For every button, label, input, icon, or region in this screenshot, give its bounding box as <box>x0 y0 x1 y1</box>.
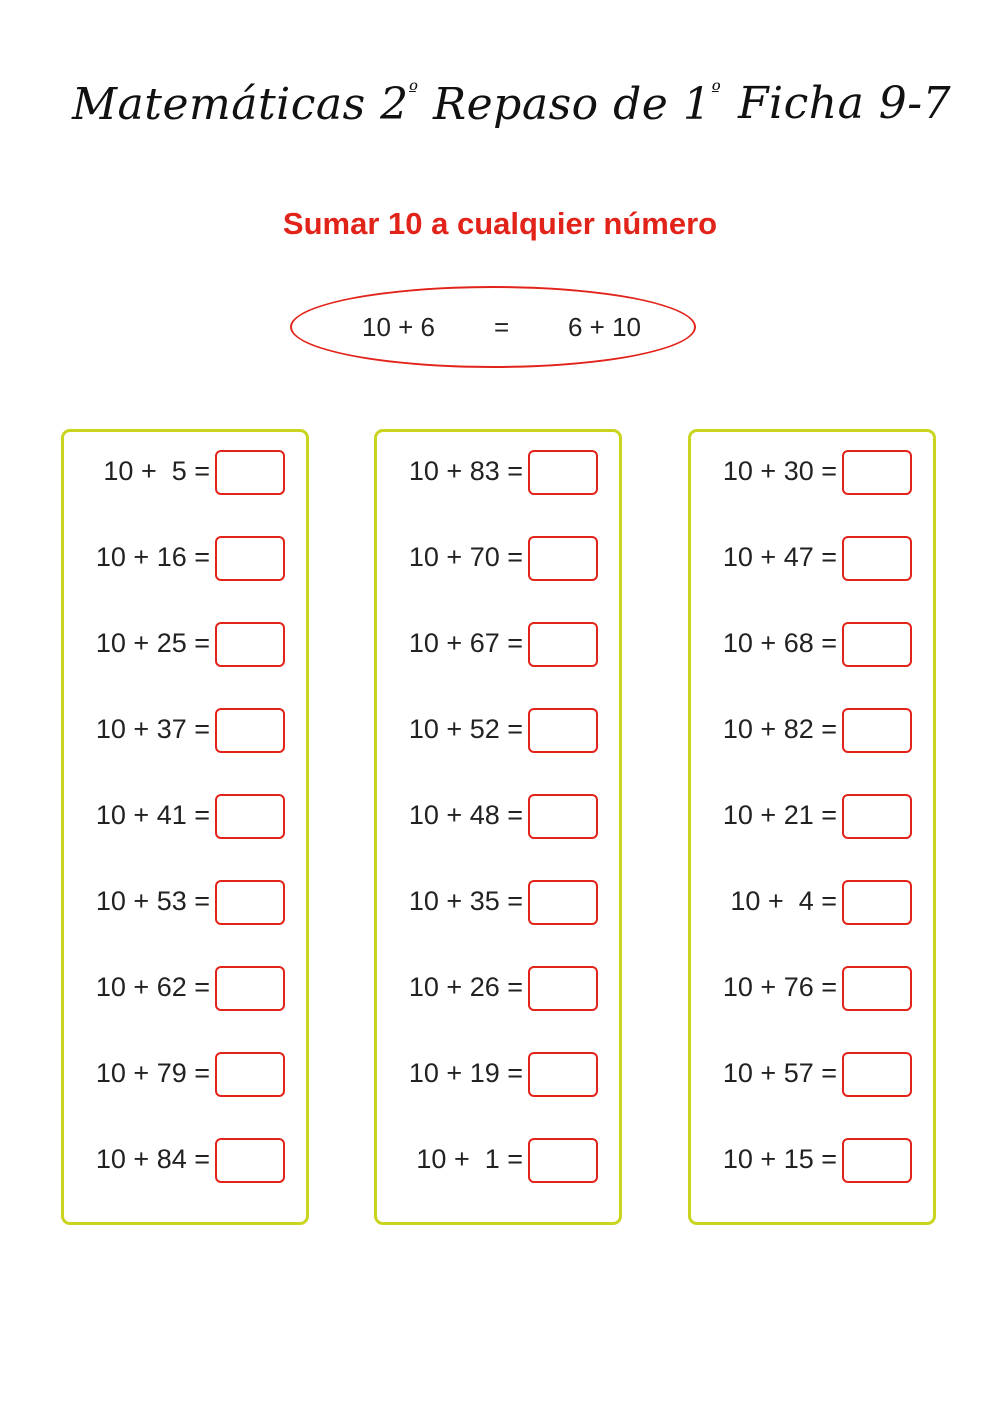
sheet-label: Ficha 9-7 <box>738 78 952 129</box>
exercise-expression: 10 + 15 = <box>722 1144 837 1174</box>
exercise-expression: 10 + 35 = <box>408 886 523 916</box>
exercise-expression: 10 + 5 = <box>103 456 210 486</box>
exercise-expression: 10 + 47 = <box>722 542 837 572</box>
answer-box[interactable] <box>842 708 912 753</box>
exercise-row <box>377 794 619 840</box>
answer-box[interactable] <box>528 450 598 495</box>
exercise-row <box>64 794 306 840</box>
answer-box[interactable] <box>842 450 912 495</box>
exercise-expression: 10 + 30 = <box>722 456 837 486</box>
exercise-row <box>64 450 306 496</box>
worksheet-header <box>0 78 1000 148</box>
exercise-expression: 10 + 48 = <box>408 800 523 830</box>
exercise-expression: 10 + 70 = <box>408 542 523 572</box>
exercise-row <box>691 1052 933 1098</box>
subject-ordinal: º <box>408 78 419 102</box>
exercise-row <box>691 966 933 1012</box>
answer-box[interactable] <box>528 536 598 581</box>
example-right: 6 + 10 <box>568 312 642 342</box>
answer-box[interactable] <box>215 794 285 839</box>
exercise-row <box>64 536 306 582</box>
review-text: Repaso de 1 <box>433 79 712 130</box>
exercise-row <box>64 880 306 926</box>
answer-box[interactable] <box>528 622 598 667</box>
answer-box[interactable] <box>215 1052 285 1097</box>
exercise-expression: 10 + 25 = <box>95 628 210 658</box>
review-label <box>433 78 721 130</box>
answer-box[interactable] <box>842 536 912 581</box>
exercise-column-2 <box>374 429 622 1225</box>
subject-label <box>72 78 419 130</box>
subject-text: Matemáticas 2 <box>72 79 409 130</box>
exercise-row <box>691 708 933 754</box>
exercise-row <box>377 1052 619 1098</box>
answer-box[interactable] <box>528 966 598 1011</box>
answer-box[interactable] <box>528 1138 598 1183</box>
exercise-expression: 10 + 82 = <box>722 714 837 744</box>
page-title: Sumar 10 a cualquier número <box>282 206 718 241</box>
example-equals: = <box>494 312 510 342</box>
exercise-row <box>377 966 619 1012</box>
exercise-expression: 10 + 53 = <box>95 886 210 916</box>
exercise-row <box>377 880 619 926</box>
exercise-column-3 <box>688 429 936 1225</box>
exercise-row <box>64 1052 306 1098</box>
exercise-row <box>691 450 933 496</box>
example-left: 10 + 6 <box>362 312 436 342</box>
exercise-row <box>691 794 933 840</box>
exercise-expression: 10 + 26 = <box>408 972 523 1002</box>
exercise-expression: 10 + 41 = <box>95 800 210 830</box>
exercise-row <box>377 622 619 668</box>
exercise-expression: 10 + 68 = <box>722 628 837 658</box>
exercise-row <box>691 880 933 926</box>
exercise-expression: 10 + 37 = <box>95 714 210 744</box>
exercise-row <box>691 622 933 668</box>
answer-box[interactable] <box>215 708 285 753</box>
example-ellipse <box>290 286 696 368</box>
exercise-expression: 10 + 67 = <box>408 628 523 658</box>
exercise-row <box>377 1138 619 1184</box>
exercise-expression: 10 + 79 = <box>95 1058 210 1088</box>
answer-box[interactable] <box>842 1138 912 1183</box>
exercise-row <box>64 622 306 668</box>
exercise-row <box>691 536 933 582</box>
answer-box[interactable] <box>528 1052 598 1097</box>
exercise-expression: 10 + 52 = <box>408 714 523 744</box>
answer-box[interactable] <box>528 708 598 753</box>
answer-box[interactable] <box>842 1052 912 1097</box>
exercise-expression: 10 + 4 = <box>730 886 837 916</box>
review-ordinal: º <box>711 78 722 102</box>
answer-box[interactable] <box>215 1138 285 1183</box>
exercise-row <box>691 1138 933 1184</box>
exercise-expression: 10 + 21 = <box>722 800 837 830</box>
answer-box[interactable] <box>528 794 598 839</box>
exercise-expression: 10 + 83 = <box>408 456 523 486</box>
answer-box[interactable] <box>215 880 285 925</box>
answer-box[interactable] <box>215 450 285 495</box>
exercise-expression: 10 + 1 = <box>416 1144 523 1174</box>
exercise-expression: 10 + 16 = <box>95 542 210 572</box>
exercise-row <box>64 708 306 754</box>
answer-box[interactable] <box>842 966 912 1011</box>
exercise-row <box>377 536 619 582</box>
exercise-row <box>377 708 619 754</box>
answer-box[interactable] <box>528 880 598 925</box>
answer-box[interactable] <box>842 622 912 667</box>
exercise-expression: 10 + 62 = <box>95 972 210 1002</box>
answer-box[interactable] <box>842 794 912 839</box>
exercise-expression: 10 + 84 = <box>95 1144 210 1174</box>
answer-box[interactable] <box>842 880 912 925</box>
exercise-row <box>64 1138 306 1184</box>
answer-box[interactable] <box>215 536 285 581</box>
exercise-row <box>377 450 619 496</box>
answer-box[interactable] <box>215 966 285 1011</box>
exercise-expression: 10 + 57 = <box>722 1058 837 1088</box>
answer-box[interactable] <box>215 622 285 667</box>
exercise-row <box>64 966 306 1012</box>
exercise-column-1 <box>61 429 309 1225</box>
exercise-expression: 10 + 76 = <box>722 972 837 1002</box>
exercise-expression: 10 + 19 = <box>408 1058 523 1088</box>
